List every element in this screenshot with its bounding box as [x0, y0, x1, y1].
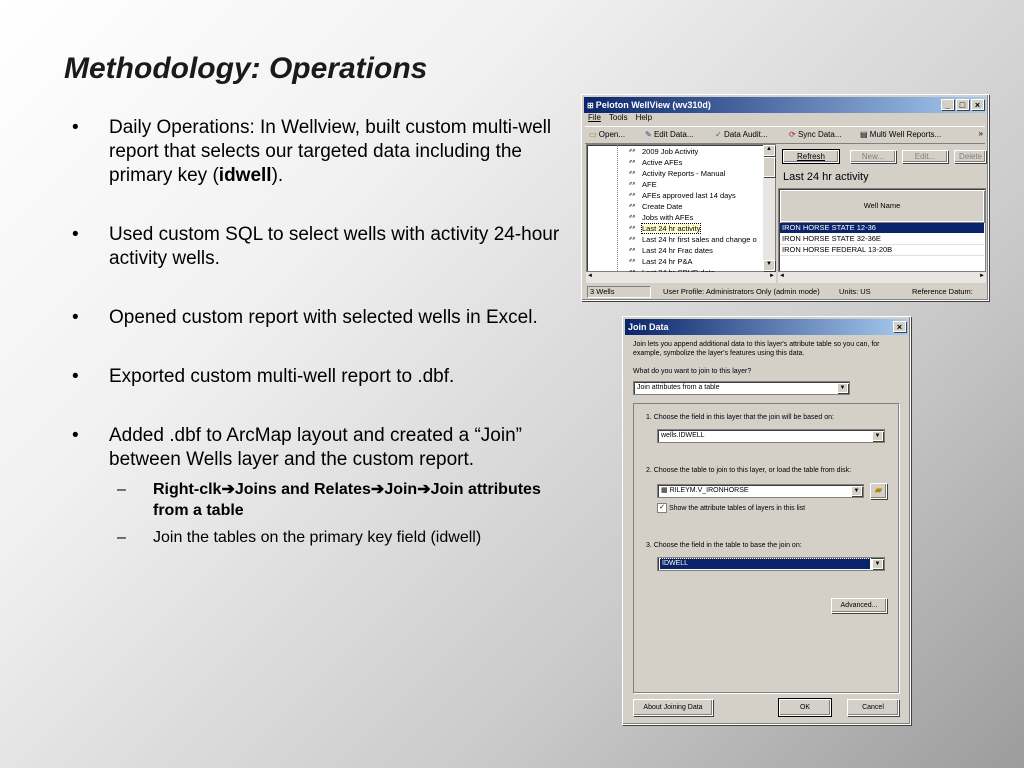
checkbox-checked-icon[interactable]: ✓ — [657, 503, 667, 513]
sub-bullet-bold-text: Right-clk➔Joins and Relates➔Join➔Join attributes from a table — [153, 481, 541, 519]
tree-item[interactable]: ᐥᐥ Active AFEs — [629, 158, 683, 167]
tree-item[interactable]: ᐥᐥ Jobs with AFEs — [629, 213, 694, 222]
tree-item[interactable]: ᐥᐥ Create Date — [629, 202, 683, 211]
binoculars-icon: ᐥᐥ — [629, 193, 636, 200]
slide-title: Methodology: Operations — [64, 52, 428, 85]
sub-bullet-item — [109, 527, 577, 548]
show-attribute-tables-label: Show the attribute tables of layers in this list — [668, 504, 806, 512]
browse-folder-button[interactable] — [870, 483, 887, 499]
toolbar — [585, 126, 985, 144]
well-row-selected[interactable]: IRON HORSE STATE 12-36 — [780, 223, 984, 233]
join-type-value: Join attributes from a table — [637, 384, 720, 391]
sub-bullet-item — [109, 479, 577, 521]
folder-icon: ▭ — [589, 130, 597, 139]
well-row[interactable]: IRON HORSE FEDERAL 13-20B — [780, 245, 984, 256]
chevron-down-icon[interactable]: ▼ — [872, 431, 883, 441]
join-table-value: RILEYM.V_IRONHORSE — [669, 487, 749, 494]
toolbar-overflow-icon[interactable]: » — [978, 129, 983, 138]
sync-data-button[interactable]: ⟳ Sync Data... — [789, 130, 842, 139]
scroll-right-arrow-icon[interactable]: ► — [979, 273, 985, 279]
report-icon: ▤ — [860, 130, 868, 139]
chevron-down-icon[interactable]: ▼ — [837, 383, 848, 393]
step1-label: 1. Choose the field in this layer that the join will be based on: — [646, 414, 834, 421]
binoculars-icon: ᐥᐥ — [629, 248, 636, 255]
edit-button[interactable]: Edit... — [902, 150, 948, 163]
join-type-select[interactable] — [633, 381, 850, 395]
tree-item[interactable]: ᐥᐥ AFE — [629, 180, 657, 189]
bullet-glyph: • — [72, 425, 79, 446]
bullet-text: Exported custom multi-well report to .dbf. — [109, 366, 455, 387]
bullet-list — [72, 116, 577, 554]
bullet-text: Daily Operations: In Wellview, built custom multi-well report that selects our targeted data including the primary key ( — [109, 117, 552, 186]
join-field-value: IDWELL — [660, 559, 870, 569]
new-button[interactable]: New... — [850, 150, 896, 163]
column-header-well-name[interactable]: Well Name — [780, 190, 984, 222]
tree-item[interactable]: ᐥᐥ 2009 Job Activity — [629, 147, 699, 156]
minimize-button[interactable]: _ — [941, 99, 954, 110]
step2-label: 2. Choose the table to join to this layer, or load the table from disk: — [646, 467, 852, 474]
grid-horizontal-scrollbar[interactable] — [778, 272, 986, 283]
bullet-text: Opened custom report with selected wells in Excel. — [109, 307, 538, 328]
maximize-button[interactable]: □ — [956, 99, 969, 110]
binoculars-icon: ᐥᐥ — [629, 215, 636, 222]
cancel-button[interactable]: Cancel — [847, 699, 899, 716]
advanced-button[interactable]: Advanced... — [831, 598, 887, 613]
show-attribute-tables-checkbox[interactable] — [657, 503, 805, 513]
report-tree[interactable] — [586, 144, 776, 272]
binoculars-icon: ᐥᐥ — [629, 160, 636, 167]
sub-bullet-text: Join the tables on the primary key field (idwell) — [153, 529, 482, 546]
open-button[interactable]: ▭ Open... — [589, 130, 626, 139]
app-icon: ⊞ — [587, 101, 594, 110]
refresh-button[interactable]: Refresh — [783, 150, 839, 163]
bullet-item — [72, 223, 577, 271]
status-reference-datum: Reference Datum: — [912, 287, 973, 296]
bullet-bold-text: idwell — [218, 165, 272, 186]
scroll-up-arrow-icon[interactable]: ▲ — [763, 145, 775, 156]
sub-bullet-list — [109, 479, 577, 548]
tree-item[interactable]: ᐥᐥ Last 24 hr first sales and change o — [629, 235, 757, 244]
status-wells-count: 3 Wells — [587, 286, 651, 298]
multi-well-reports-button[interactable]: ▤ Multi Well Reports... — [860, 130, 942, 139]
bullet-text: Added .dbf to ArcMap layout and created a “Join” between Wells layer and the custom report. — [109, 425, 522, 470]
sync-icon: ⟳ — [789, 130, 796, 139]
bullet-text-end: ). — [271, 165, 284, 186]
open-folder-icon: ▰ — [874, 485, 883, 496]
scroll-thumb[interactable] — [763, 157, 775, 177]
report-title: Last 24 hr activity — [783, 171, 869, 183]
join-field-select[interactable] — [657, 557, 885, 571]
layer-field-value: wells.IDWELL — [661, 432, 705, 439]
join-question-label: What do you want to join to this layer? — [633, 368, 752, 375]
status-units: Units: US — [839, 287, 871, 296]
bullet-text: Used custom SQL to select wells with activity 24-hour activity wells. — [109, 224, 560, 269]
well-row[interactable]: IRON HORSE STATE 32-36E — [780, 234, 984, 245]
arrow-icon: ➔ — [221, 481, 235, 498]
table-icon: ▦ — [661, 487, 668, 494]
menu-file[interactable]: File — [588, 113, 601, 122]
join-data-titlebar — [625, 319, 908, 335]
binoculars-icon: ᐥᐥ — [629, 204, 636, 211]
audit-icon: ✓ — [715, 130, 722, 139]
status-user-profile: User Profile: Administrators Only (admin mode) — [663, 287, 820, 296]
arrow-icon: ➔ — [370, 481, 385, 498]
close-button[interactable]: × — [893, 321, 906, 332]
close-button[interactable]: × — [971, 99, 984, 110]
join-data-dialog — [622, 316, 911, 725]
binoculars-icon: ᐥᐥ — [629, 171, 636, 178]
data-audit-button[interactable]: ✓ Data Audit... — [715, 130, 768, 139]
binoculars-icon: ᐥᐥ — [629, 237, 636, 244]
delete-button[interactable]: Delete — [954, 150, 986, 163]
arrow-icon: ➔ — [417, 481, 431, 498]
join-table-select[interactable] — [657, 484, 864, 498]
scroll-right-arrow-icon[interactable]: ► — [769, 273, 775, 279]
tree-item[interactable]: ᐥᐥ AFEs approved last 14 days — [629, 191, 736, 200]
join-data-title: Join Data — [628, 322, 669, 332]
bullet-item — [72, 424, 577, 548]
bullet-glyph: • — [72, 307, 79, 328]
bullet-item — [72, 306, 577, 330]
bullet-glyph: • — [72, 224, 79, 245]
scroll-left-arrow-icon[interactable]: ◄ — [587, 273, 593, 279]
menu-tools[interactable]: Tools — [608, 113, 628, 122]
join-options-group — [633, 403, 899, 693]
binoculars-icon: ᐥᐥ — [629, 182, 636, 189]
tree-item[interactable]: ᐥᐥ Activity Reports - Manual — [629, 169, 726, 178]
about-joining-data-button[interactable]: About Joining Data — [633, 699, 713, 716]
dash-glyph: – — [117, 481, 126, 498]
step3-label: 3. Choose the field in the table to base the join on: — [646, 542, 802, 549]
edit-data-button[interactable]: ✎ Edit Data... — [645, 130, 694, 139]
status-bar — [585, 286, 985, 298]
menu-bar — [588, 113, 652, 122]
wellview-window — [581, 94, 989, 301]
wells-grid[interactable] — [778, 188, 986, 272]
layer-field-select[interactable] — [657, 429, 885, 443]
menu-help[interactable]: Help — [635, 113, 653, 122]
binoculars-icon: ᐥᐥ — [629, 226, 636, 233]
bullet-item — [72, 365, 577, 389]
dash-glyph: – — [117, 529, 126, 546]
scroll-down-arrow-icon[interactable]: ▼ — [763, 260, 775, 271]
join-description: Join lets you append additional data to this layer's attribute table so you can, for example, symbolize the layer's features using this data. — [633, 341, 880, 357]
binoculars-icon: ᐥᐥ — [629, 149, 636, 156]
bullet-item — [72, 116, 577, 188]
wellview-title: Peloton WellView (wv310d) — [595, 100, 711, 110]
binoculars-icon: ᐥᐥ — [629, 259, 636, 266]
wellview-titlebar — [584, 97, 986, 113]
tree-item[interactable]: ᐥᐥ Last 24 hr P&A — [629, 257, 693, 266]
bullet-glyph: • — [72, 117, 79, 138]
tree-item-selected[interactable]: ᐥᐥ Last 24 hr activity — [629, 224, 701, 233]
chevron-down-icon[interactable]: ▼ — [851, 486, 862, 496]
chevron-down-icon[interactable]: ▼ — [872, 559, 883, 569]
tree-horizontal-scrollbar[interactable] — [586, 272, 776, 283]
tree-item[interactable]: ᐥᐥ Last 24 hr Frac dates — [629, 246, 713, 255]
bullet-glyph: • — [72, 366, 79, 387]
edit-icon: ✎ — [645, 130, 652, 139]
scroll-left-arrow-icon[interactable]: ◄ — [779, 273, 785, 279]
tree-vertical-scrollbar[interactable] — [763, 145, 775, 271]
ok-button[interactable]: OK — [779, 699, 831, 716]
